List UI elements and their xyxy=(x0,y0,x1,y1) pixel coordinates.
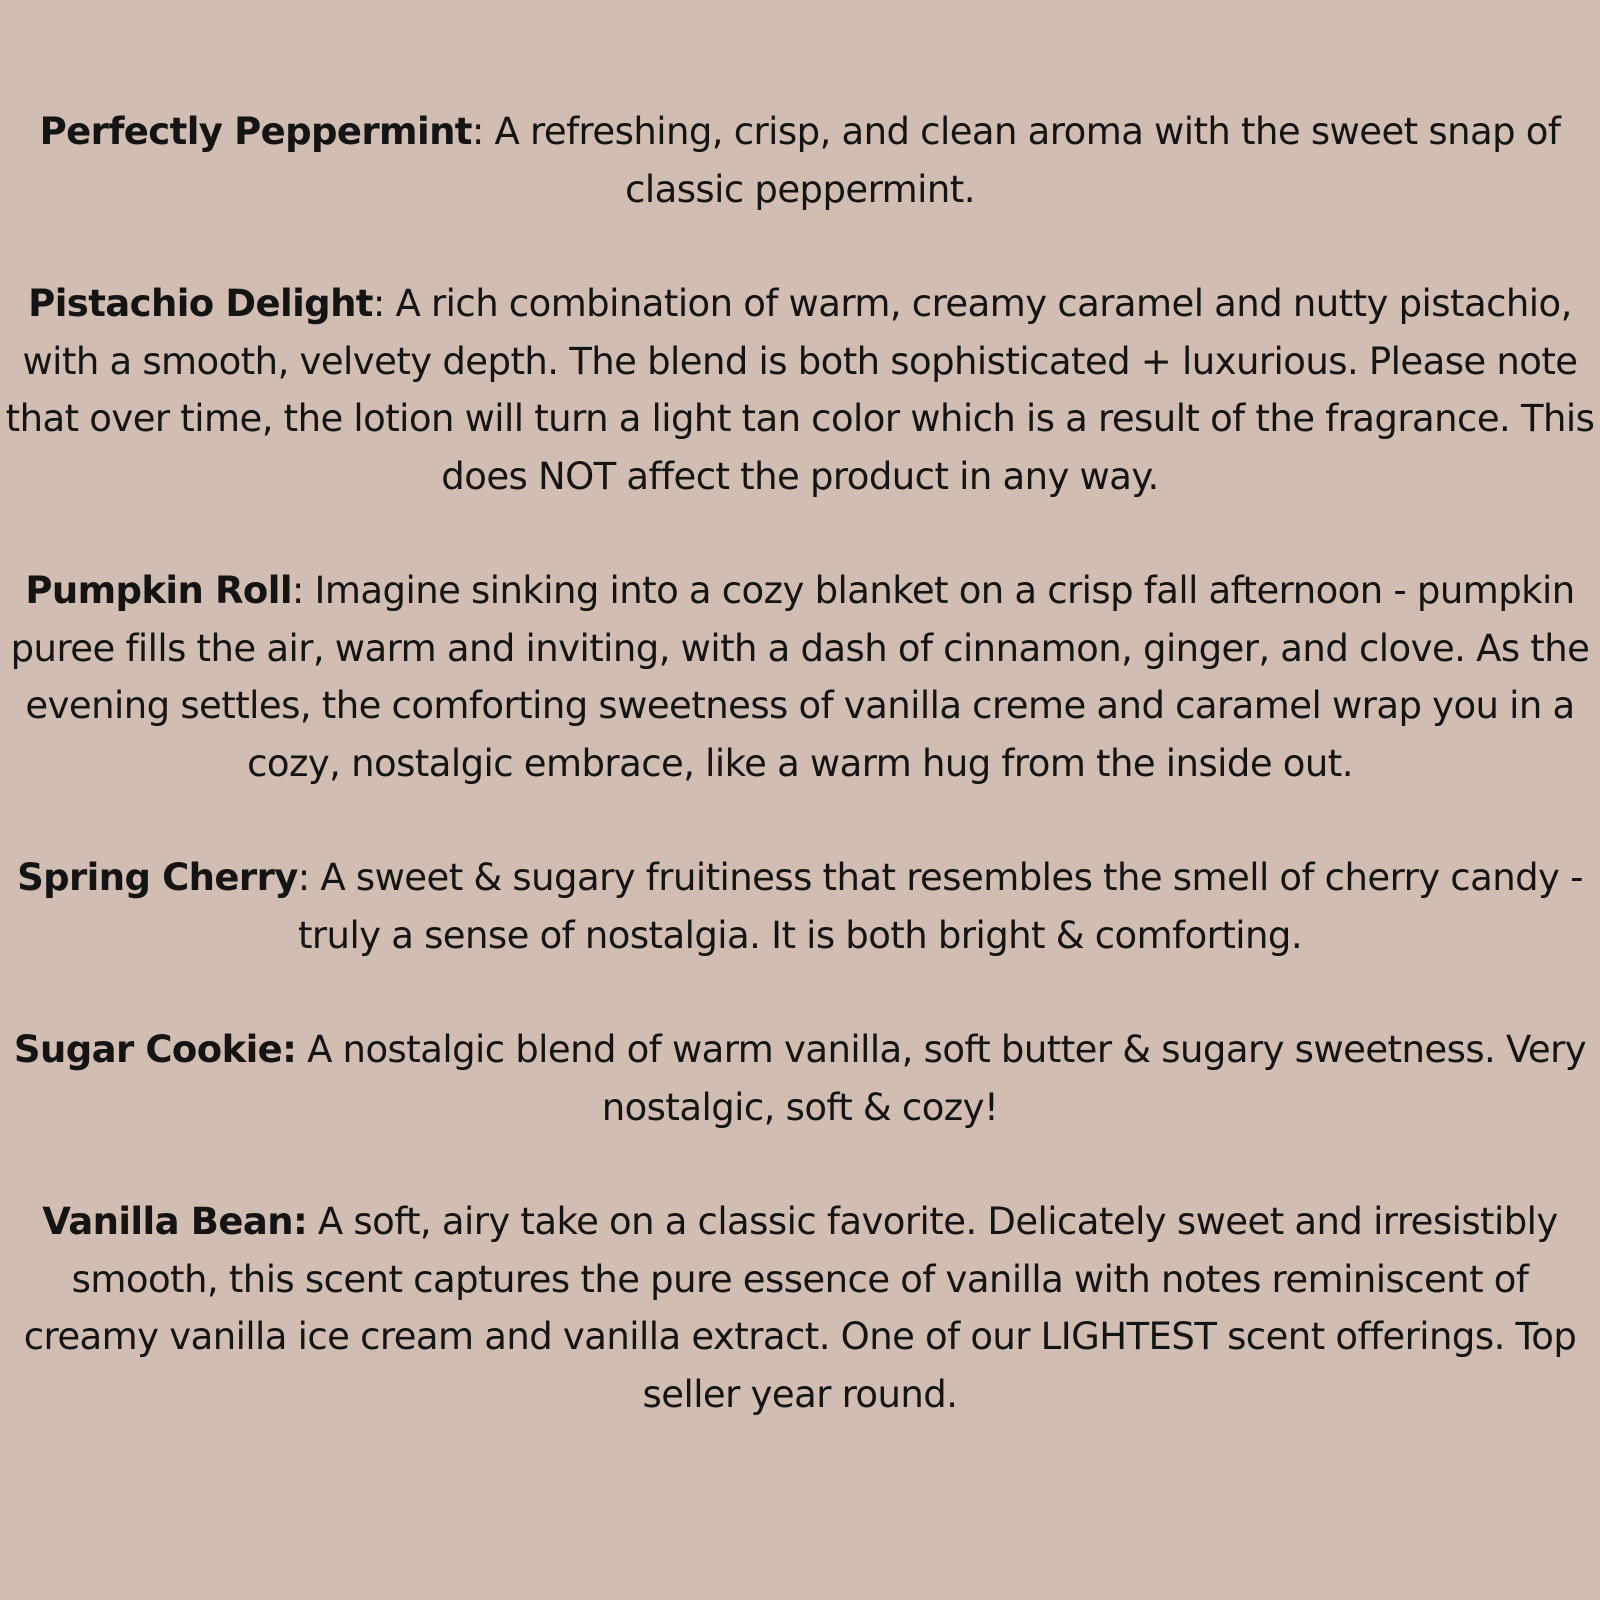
scent-name: Pistachio Delight xyxy=(28,282,373,325)
scent-name: Pumpkin Roll xyxy=(25,569,292,612)
scent-name: Sugar Cookie: xyxy=(13,1028,297,1071)
scent-description: A refreshing, crisp, and clean aroma with the sweet snap of classic peppermint. xyxy=(483,110,1561,211)
scent-entry-perfectly-peppermint xyxy=(4,103,1596,218)
scent-separator: : xyxy=(297,856,310,899)
scent-entry-spring-cherry xyxy=(4,849,1596,964)
scent-separator: : xyxy=(372,282,385,325)
scent-description: A rich combination of warm, creamy caramel and nutty pistachio, with a smooth, velvety depth. The blend is both sophisticated + luxurious. Please note that over time, the lotion will turn a light tan color which is a result of the fragrance. This does NOT affect the product in any way. xyxy=(5,282,1595,498)
scent-entry-pistachio-delight xyxy=(4,275,1596,505)
scent-description: A soft, airy take on a classic favorite. Delicately sweet and irresistibly smooth, this scent captures the pure essence of vanilla with notes reminiscent of creamy vanilla ice cream and vanilla extract. One of our LIGHTEST scent offerings. Top seller year round. xyxy=(23,1200,1577,1416)
scent-separator: : xyxy=(291,569,304,612)
scent-description: A nostalgic blend of warm vanilla, soft butter & sugary sweetness. Very nostalgic, soft & cozy! xyxy=(296,1028,1587,1129)
scent-name: Vanilla Bean: xyxy=(42,1200,308,1243)
scent-description: Imagine sinking into a cozy blanket on a crisp fall afternoon - pumpkin puree fills the air, warm and inviting, with a dash of cinnamon, ginger, and clove. As the evening settles, the comforting sweetness of vanilla creme and caramel wrap you in a cozy, nostalgic embrace, like a warm hug from the inside out. xyxy=(10,569,1590,785)
scent-entry-sugar-cookie xyxy=(4,1021,1596,1136)
scent-description: A sweet & sugary fruitiness that resembles the smell of cherry candy - truly a sense of nostalgia. It is both bright & comforting. xyxy=(297,856,1583,957)
scent-name: Spring Cherry xyxy=(17,856,298,899)
scent-entry-vanilla-bean xyxy=(4,1193,1596,1423)
scent-separator: : xyxy=(471,110,484,153)
scent-name: Perfectly Peppermint xyxy=(39,110,472,153)
scent-entry-pumpkin-roll xyxy=(4,562,1596,792)
